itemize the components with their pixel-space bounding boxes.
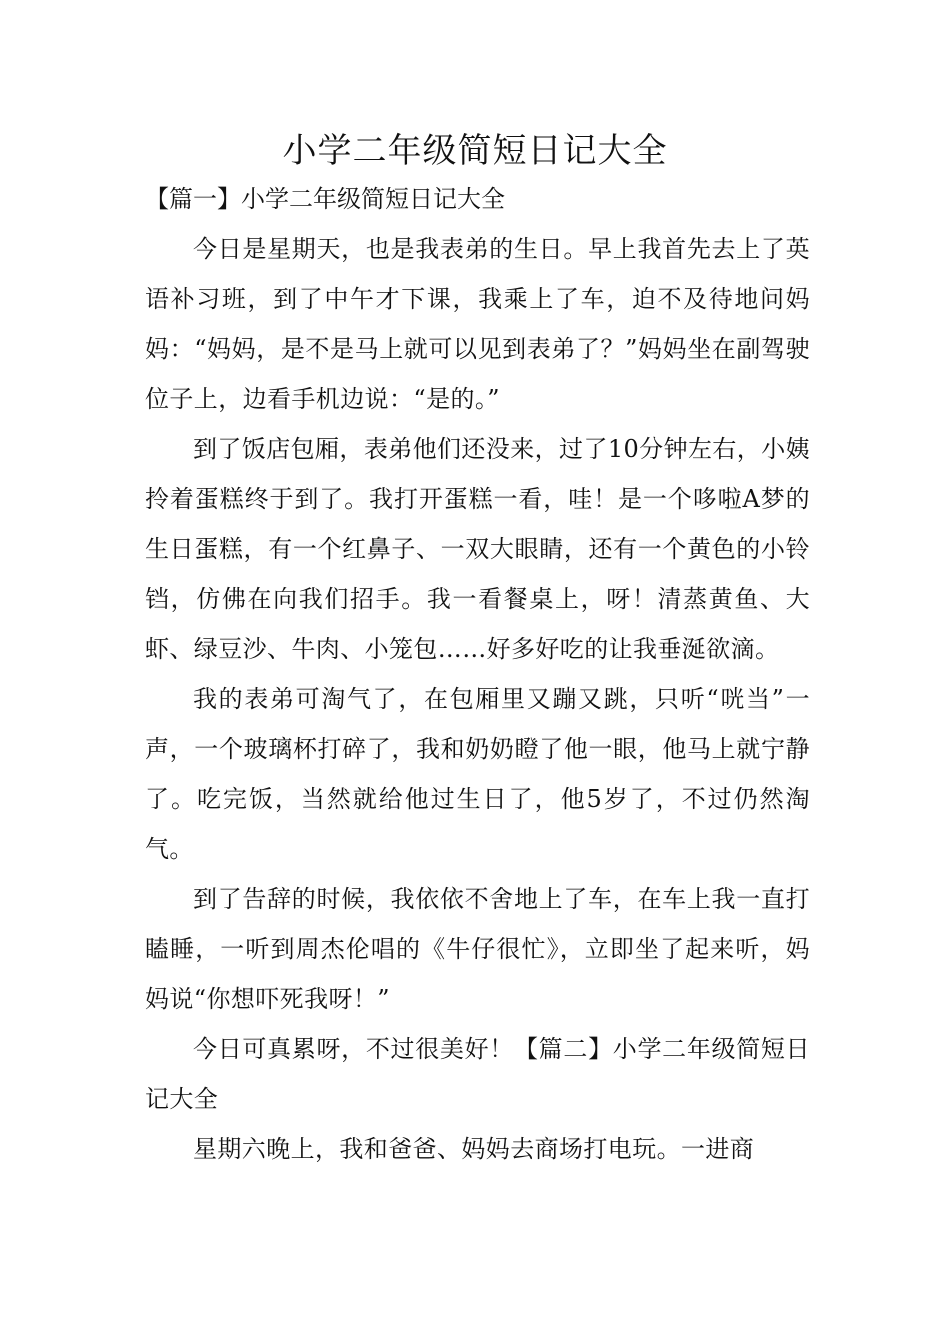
- paragraph: 到了告辞的时候，我依依不舍地上了车，在车上我一直打瞌睡，一听到周杰伦唱的《牛仔很忙》，立即坐了起来听，妈妈说“你想吓死我呀！”: [145, 885, 810, 1013]
- document-title: 小学二年级简短日记大全: [282, 131, 668, 171]
- paragraph: 我的表弟可淘气了，在包厢里又蹦又跳，只听“咣当”一声，一个玻璃杯打碎了，我和奶奶瞪了他一眼，他马上就宁静了。吃完饭，当然就给他过生日了，他5岁了，不过仍然淘气。: [145, 685, 810, 863]
- paragraph: 到了饭店包厢，表弟他们还没来，过了10分钟左右，小姨拎着蛋糕终于到了。我打开蛋糕一看，哇！是一个哆啦A梦的生日蛋糕，有一个红鼻子、一双大眼睛，还有一个黄色的小铃铛，仿佛在向我们招手。我一看餐桌上，呀！清蒸黄鱼、大虾、绿豆沙、牛肉、小笼包……好多好吃的让我垂涎欲滴。: [145, 435, 810, 663]
- paragraph: 今日可真累呀，不过很美好！【篇二】小学二年级简短日记大全: [145, 1035, 810, 1113]
- document-body: [145, 224, 810, 1174]
- paragraph: 今日是星期天，也是我表弟的生日。早上我首先去上了英语补习班，到了中午才下课，我乘上了车，迫不及待地问妈妈：“妈妈，是不是马上就可以见到表弟了？”妈妈坐在副驾驶位子上，边看手机边说：“是的。”: [145, 235, 810, 413]
- section-heading: 【篇一】小学二年级简短日记大全: [145, 185, 505, 213]
- paragraph: 星期六晚上，我和爸爸、妈妈去商场打电玩。一进商: [193, 1135, 755, 1163]
